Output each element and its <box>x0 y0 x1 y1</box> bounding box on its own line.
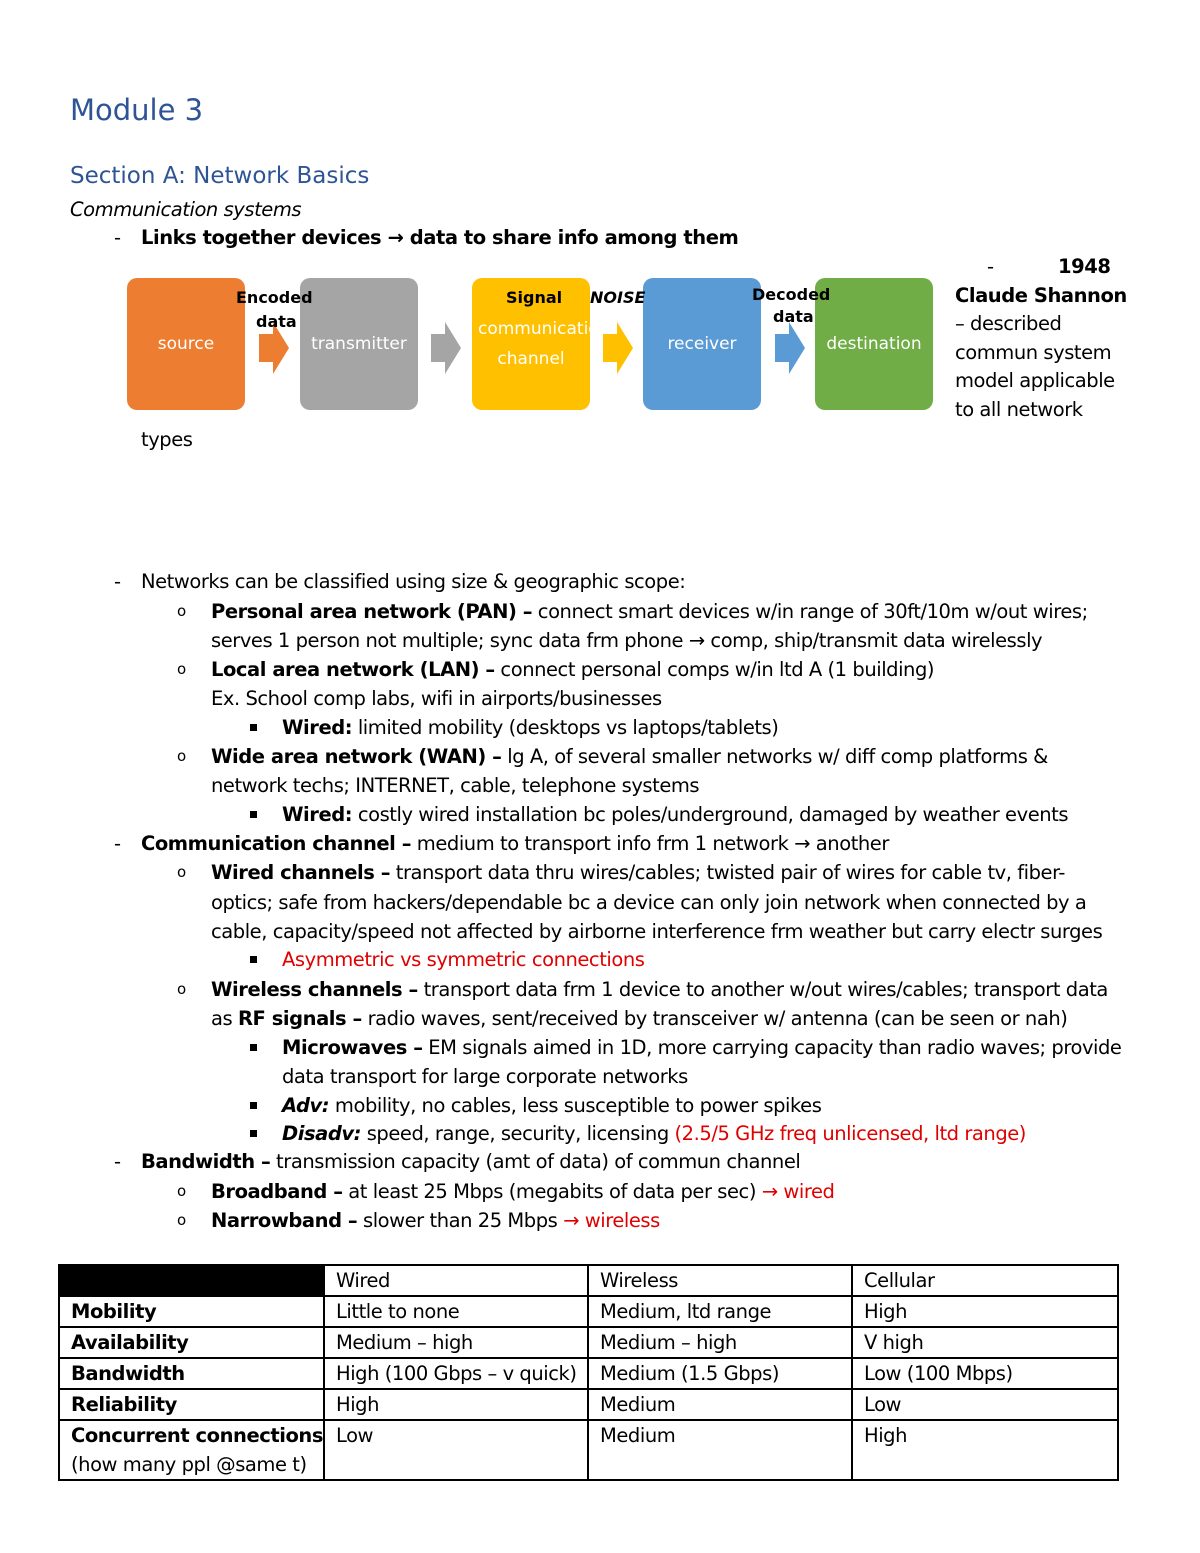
adv-text: mobility, no cables, less susceptible to power spikes <box>329 1094 822 1117</box>
disadv-item <box>282 1119 1026 1148</box>
table-cell: High (100 Gbps – v quick) <box>324 1358 588 1389</box>
section-title: Section A: Network Basics <box>70 163 370 189</box>
wireless-channels-term: Wireless channels – <box>211 978 418 1001</box>
pan-term: Personal area network (PAN) – <box>211 600 533 623</box>
shannon-tail: types <box>141 428 193 451</box>
table-cell: Medium <box>588 1389 852 1420</box>
table-row <box>59 1296 1118 1327</box>
shannon-line: commun system <box>955 341 1112 364</box>
wireless-channels <box>211 975 1108 1004</box>
lan-wired-text: limited mobility (desktops vs laptops/tablets) <box>352 716 779 739</box>
table-header-cell: Wireless <box>588 1265 852 1296</box>
shannon-dash: - <box>987 255 994 278</box>
lan-item <box>211 655 934 684</box>
lan-term: Local area network (LAN) – <box>211 658 495 681</box>
bandwidth-text: transmission capacity (amt of data) of commun channel <box>270 1150 801 1173</box>
wired-channels <box>211 858 1065 887</box>
square-bullet-icon <box>250 724 257 731</box>
broadband-item <box>211 1177 834 1206</box>
module-title: Module 3 <box>70 93 204 127</box>
dash-bullet: - <box>114 570 122 593</box>
micro-text-2: data transport for large corporate networks <box>282 1065 688 1088</box>
table-cell: Medium – high <box>324 1327 588 1358</box>
diagram-box-destination <box>815 278 933 410</box>
subsection-title: Communication systems <box>70 198 302 221</box>
wired-channels-text-2: optics; safe from hackers/dependable bc a device can only join network when connected by a <box>211 891 1087 914</box>
arrow-right-icon <box>431 322 461 374</box>
microwaves <box>282 1033 1121 1062</box>
square-bullet-icon <box>250 811 257 818</box>
table-header-cell: Wired <box>324 1265 588 1296</box>
lan-example: Ex. School comp labs, wifi in airports/businesses <box>211 687 662 710</box>
circle-bullet-icon: o <box>177 980 187 998</box>
disadv-red: (2.5/5 GHz freq unlicensed, ltd range) <box>674 1122 1026 1145</box>
table-cell: V high <box>852 1327 1118 1358</box>
diagram-box-transmitter <box>300 278 418 410</box>
square-bullet-icon <box>250 1102 257 1109</box>
circle-bullet-icon: o <box>177 747 187 765</box>
shannon-line: model applicable <box>955 369 1115 392</box>
table-cell: High <box>852 1420 1118 1480</box>
noise-label: NOISE <box>590 288 646 307</box>
adv-item <box>282 1091 821 1120</box>
shannon-line: – described <box>955 312 1062 335</box>
table-row <box>59 1327 1118 1358</box>
diagram-box-label: communication channel <box>478 319 610 369</box>
table-corner-cell <box>59 1265 324 1296</box>
disadv-text: speed, range, security, licensing <box>360 1122 675 1145</box>
asym-link: Asymmetric vs symmetric connections <box>282 948 645 971</box>
wireless-channels-text: transport data frm 1 device to another w/out wires/cables; transport data <box>417 978 1108 1001</box>
narrowband-item <box>211 1206 660 1235</box>
table-cell: High <box>852 1296 1118 1327</box>
signal-label: Signal <box>506 288 563 307</box>
micro-term: Microwaves – <box>282 1036 423 1059</box>
decoded-label-2: data <box>773 307 814 326</box>
wired-channels-text-3: cable, capacity/speed not affected by airborne interference frm weather but carry electr surges <box>211 920 1103 943</box>
diagram-box-label: source <box>157 334 215 354</box>
classify-intro: Networks can be classified using size & geographic scope: <box>141 570 686 593</box>
table-header-row <box>59 1265 1118 1296</box>
table-row <box>59 1358 1118 1389</box>
rf-signals <box>211 1004 1067 1033</box>
table-row-label <box>59 1420 324 1480</box>
arrow-right-icon <box>603 322 633 374</box>
pan-item <box>211 597 1088 626</box>
circle-bullet-icon: o <box>177 602 187 620</box>
diagram-box-receiver <box>643 278 761 410</box>
diagram-box-label: transmitter <box>311 334 407 354</box>
wan-text-2: network techs; INTERNET, cable, telephone systems <box>211 774 700 797</box>
square-bullet-icon <box>250 1044 257 1051</box>
wan-text: lg A, of several smaller networks w/ diff comp platforms & <box>501 745 1048 768</box>
table-row-label: Reliability <box>59 1389 324 1420</box>
table-cell: High <box>324 1389 588 1420</box>
channel-item <box>141 829 889 858</box>
rf-as: as <box>211 1007 238 1030</box>
encoded-label: Encoded <box>236 288 313 307</box>
lan-wired <box>282 713 778 742</box>
circle-bullet-icon: o <box>177 1211 187 1229</box>
wired-channels-text: transport data thru wires/cables; twisted pair of wires for cable tv, fiber- <box>390 861 1066 884</box>
disadv-term: Disadv: <box>282 1122 361 1145</box>
adv-term: Adv: <box>282 1094 330 1117</box>
arrow-right-icon <box>775 322 805 374</box>
bandwidth-item <box>141 1147 800 1176</box>
table-cell: Low <box>324 1420 588 1480</box>
narrowband-term: Narrowband – <box>211 1209 358 1232</box>
circle-bullet-icon: o <box>177 863 187 881</box>
wan-item <box>211 742 1048 771</box>
table-row-label-sub: (how many ppl @same t) <box>71 1453 307 1476</box>
encoded-label-2: data <box>256 312 297 331</box>
table-row-label: Mobility <box>59 1296 324 1327</box>
circle-bullet-icon: o <box>177 1182 187 1200</box>
channel-text: medium to transport info frm 1 network → another <box>411 832 889 855</box>
bullet-intro: Links together devices → data to share info among them <box>141 226 739 249</box>
shannon-line: Claude Shannon <box>955 284 1127 307</box>
table-row-label-main: Concurrent connections <box>71 1424 323 1447</box>
micro-text: EM signals aimed in 1D, more carrying capacity than radio waves; provide <box>422 1036 1122 1059</box>
narrowband-red: → wireless <box>563 1209 660 1232</box>
pan-text-2: serves 1 person not multiple; sync data frm phone → comp, ship/transmit data wirelessly <box>211 629 1043 652</box>
dash-bullet: - <box>114 1150 122 1173</box>
lan-wired-term: Wired: <box>282 716 353 739</box>
broadband-term: Broadband – <box>211 1180 343 1203</box>
table-row <box>59 1420 1118 1480</box>
table-cell: Low <box>852 1389 1118 1420</box>
table-header-cell: Cellular <box>852 1265 1118 1296</box>
channel-term: Communication channel – <box>141 832 412 855</box>
diagram-box-label: receiver <box>667 334 737 354</box>
table-cell: Medium <box>588 1420 852 1480</box>
table-cell: Medium – high <box>588 1327 852 1358</box>
table-cell: Low (100 Mbps) <box>852 1358 1118 1389</box>
wan-wired <box>282 800 1068 829</box>
narrowband-text: slower than 25 Mbps <box>357 1209 564 1232</box>
square-bullet-icon <box>250 1130 257 1137</box>
shannon-line: to all network <box>955 398 1083 421</box>
broadband-red: → wired <box>761 1180 835 1203</box>
table-row <box>59 1389 1118 1420</box>
wan-term: Wide area network (WAN) – <box>211 745 502 768</box>
circle-bullet-icon: o <box>177 660 187 678</box>
diagram-box-source <box>127 278 245 410</box>
broadband-text: at least 25 Mbps (megabits of data per sec) <box>342 1180 762 1203</box>
table-row-label: Bandwidth <box>59 1358 324 1389</box>
decoded-label: Decoded <box>752 285 831 304</box>
bandwidth-term: Bandwidth – <box>141 1150 271 1173</box>
pan-text: connect smart devices w/in range of 30ft/10m w/out wires; <box>532 600 1088 623</box>
dash-bullet: - <box>114 226 122 249</box>
table-cell: Medium, ltd range <box>588 1296 852 1327</box>
wan-wired-term: Wired: <box>282 803 353 826</box>
dash-bullet: - <box>114 832 122 855</box>
wired-channels-term: Wired channels – <box>211 861 391 884</box>
wan-wired-text: costly wired installation bc poles/underground, damaged by weather events <box>352 803 1069 826</box>
square-bullet-icon <box>250 956 257 963</box>
rf-term: RF signals – <box>237 1007 362 1030</box>
lan-text: connect personal comps w/in ltd A (1 building) <box>494 658 935 681</box>
table-row-label: Availability <box>59 1327 324 1358</box>
shannon-year: 1948 <box>1058 255 1111 278</box>
table-cell: Little to none <box>324 1296 588 1327</box>
rf-text: radio waves, sent/received by transceiver w/ antenna (can be seen or nah) <box>361 1007 1068 1030</box>
diagram-box-label: destination <box>826 334 922 354</box>
comparison-table <box>58 1264 1119 1481</box>
table-cell: Medium (1.5 Gbps) <box>588 1358 852 1389</box>
